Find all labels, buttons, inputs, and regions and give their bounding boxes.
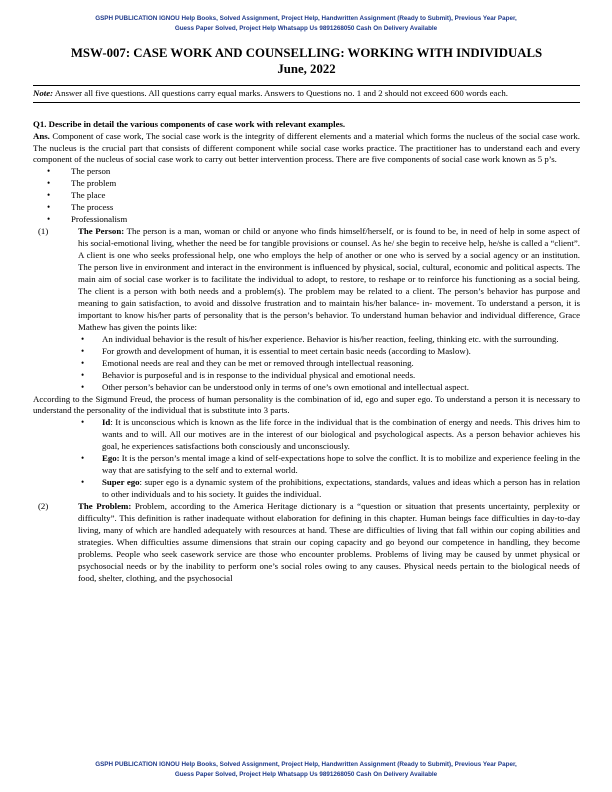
bullet-icon: • (47, 178, 51, 189)
footer-banner-line-2: Guess Paper Solved, Project Help Whatsapp Us 9891268050 Cash On Delivery Available (174, 770, 438, 778)
section-body: Problem, according to the America Heritage dictionary is a “question or situation that presents uncertainty, perplexity or difficulty”. This definition is rather inadequate without elaboration for defining in this chapter. Human beings face difficulties in day-to-day living, many of which are handled adequately with resources at hand. These are difficulties of living that fall within our coping abilities and strategies. When difficulties assume dimensions that strain our coping capacity and go beyond our competence in handling, they become problems. People who seek casework service are those who encounter problems. Problems of living may be caused by unmet physical or psychosocial needs or by the inability to perform one’s social roles owing to any causes. Physical needs pertain to the biological needs of food, shelter, clothing, and the psychosocial (78, 501, 580, 583)
section-heading: The Person: (78, 226, 125, 237)
question-heading: Q1. Describe in detail the various components of case work with relevant examples. (33, 118, 346, 129)
section-problem-text (78, 501, 580, 585)
list-item (33, 370, 580, 382)
term-description: It is the person’s mental image a kind of self-expectations hope to solve the conflict. It is to mobilize and experience feeling in the way that are satisfying to the self and to external world. (102, 453, 580, 476)
section-body: The person is a man, woman or child or anyone who finds himself/herself, or is found to be, in need of help in some aspect of his social-emotional living, whether the need be for tangible provisions or counsel. As he/ she begin to receive help, he/she is called a “client”. A client is one who seeks professional help, one who employs the help of another or one who is served by a social agency or an institution. The person live in environment and interact in the environment is influenced by physical, social, cultural, economic and political aspects. The main aim of social case worker is to facilitate the individual to adopt, to restore, to reshape or to reinforce his functioning as a social being. The client is a person with both needs and a problem(s). The problem may be related to a client. The person’s behavior has purpose and meaning to gain satisfaction, to avoid and dissolve frustration and to maintain his/her balance- in- movement. To understand a person, it is important to know his/her parts of personality that is the person’s behavior. To understand human behavior and individual difference, Grace Mathew has given the points like: (78, 226, 580, 332)
footer-banner (0, 760, 612, 779)
header-banner-line-2: Guess Paper Solved, Project Help Whatsapp Us 9891268050 Cash On Delivery Available (174, 24, 438, 32)
list-item (33, 477, 580, 501)
note-body: Answer all five questions. All questions carry equal marks. Answers to Questions no. 1 and 2 should not exceed 600 words each. (53, 88, 508, 98)
bullet-icon: • (81, 477, 85, 488)
freud-points-list (33, 417, 580, 501)
list-item (33, 382, 580, 394)
title-session: June, 2022 (277, 62, 336, 76)
note-box (33, 85, 580, 103)
page-title (33, 45, 580, 77)
list-item (33, 214, 580, 226)
bullet-icon: • (47, 166, 51, 177)
list-item (33, 334, 580, 346)
bullet-icon: • (47, 202, 51, 213)
bullet-icon: • (47, 214, 51, 225)
bullet-icon: • (81, 357, 85, 368)
answer-intro-text: Component of case work, The social case work is the integrity of different elements and a material which forms the nucleus of the social case work. The nucleus is the crucial part that consists of different component while social case works practice. The practitioner has to understand each and every component of the nucleus of social case work to carry out better intervention process. There are five components of social case work known as 5 p’s. (33, 130, 580, 165)
bullet-icon: • (81, 333, 85, 344)
page-content (33, 45, 580, 585)
bullet-icon: • (81, 345, 85, 356)
point-text: An individual behavior is the result of his/her experience. Behavior is his/her reaction, feeling, thinking etc. with the surrounding. (102, 333, 559, 344)
term-super-ego: Super ego (102, 477, 140, 488)
answer-intro (33, 131, 580, 167)
component-label: The place (71, 190, 106, 201)
section-person-text (78, 226, 580, 334)
list-item (33, 358, 580, 370)
title-course: MSW-007: CASE WORK AND COUNSELLING: WORKING WITH INDIVIDUALS (70, 46, 543, 60)
components-list (33, 166, 580, 226)
behavior-points-list (33, 334, 580, 394)
component-label: The problem (71, 178, 117, 189)
component-label: The person (71, 166, 111, 177)
header-banner-line-1: GSPH PUBLICATION IGNOU Help Books, Solved Assignment, Project Help, Handwritten Assignment (Ready to Submit), Previous Year Paper, (95, 15, 517, 22)
bullet-icon: • (81, 381, 85, 392)
section-heading: The Problem: (78, 501, 132, 512)
term-description: : It is unconscious which is known as the life force in the individual that is the combination of energy and needs. This drives him to wants and to will. All our motives are in the interest of our biological and psychological aspects. As a person behavior achieves his goal, he experiences satisfactions both consciously and unconsciously. (102, 417, 580, 452)
bullet-icon: • (81, 417, 85, 428)
component-label: The process (71, 202, 114, 213)
header-banner (0, 14, 612, 33)
note-text (33, 88, 580, 99)
section-number: (2) (38, 501, 49, 512)
answer-label: Ans. (33, 130, 50, 141)
bullet-icon: • (81, 453, 85, 464)
note-label: Note: (33, 88, 54, 98)
list-item (33, 166, 580, 178)
answer-body (33, 119, 580, 585)
freud-paragraph: According to the Sigmund Freud, the process of human personality is the combination of id, ego and super ego. To understand a person it is necessary to understand the personality of the individual that is substitute into 3 parts. (33, 393, 580, 416)
list-item (33, 453, 580, 477)
term-id: Id (102, 417, 111, 428)
point-text: Emotional needs are real and they can be met or removed through intellectual reasoning. (102, 357, 414, 368)
point-text: Behavior is purposeful and is in response to the individual physical and emotional needs. (102, 369, 416, 380)
list-item (33, 417, 580, 453)
section-person (33, 226, 580, 334)
term-description: : super ego is a dynamic system of the prohibitions, expectations, standards, values and ideas which a person has in relation to other individuals and to his society. It guides the individual. (102, 477, 581, 500)
list-item (33, 346, 580, 358)
component-label: Professionalism (71, 214, 128, 225)
point-text: Other person’s behavior can be understood only in terms of one’s own emotional and intellectual aspect. (102, 381, 469, 392)
footer-banner-line-1: GSPH PUBLICATION IGNOU Help Books, Solved Assignment, Project Help, Handwritten Assignment (Ready to Submit), Previous Year Paper, (95, 761, 517, 768)
section-number: (1) (38, 226, 49, 237)
list-item (33, 178, 580, 190)
term-ego: Ego: (102, 453, 120, 464)
point-text: For growth and development of human, it is essential to meet certain basic needs (according to Maslow). (102, 345, 471, 356)
list-item (33, 202, 580, 214)
list-item (33, 190, 580, 202)
bullet-icon: • (47, 190, 51, 201)
section-problem (33, 501, 580, 585)
bullet-icon: • (81, 369, 85, 380)
